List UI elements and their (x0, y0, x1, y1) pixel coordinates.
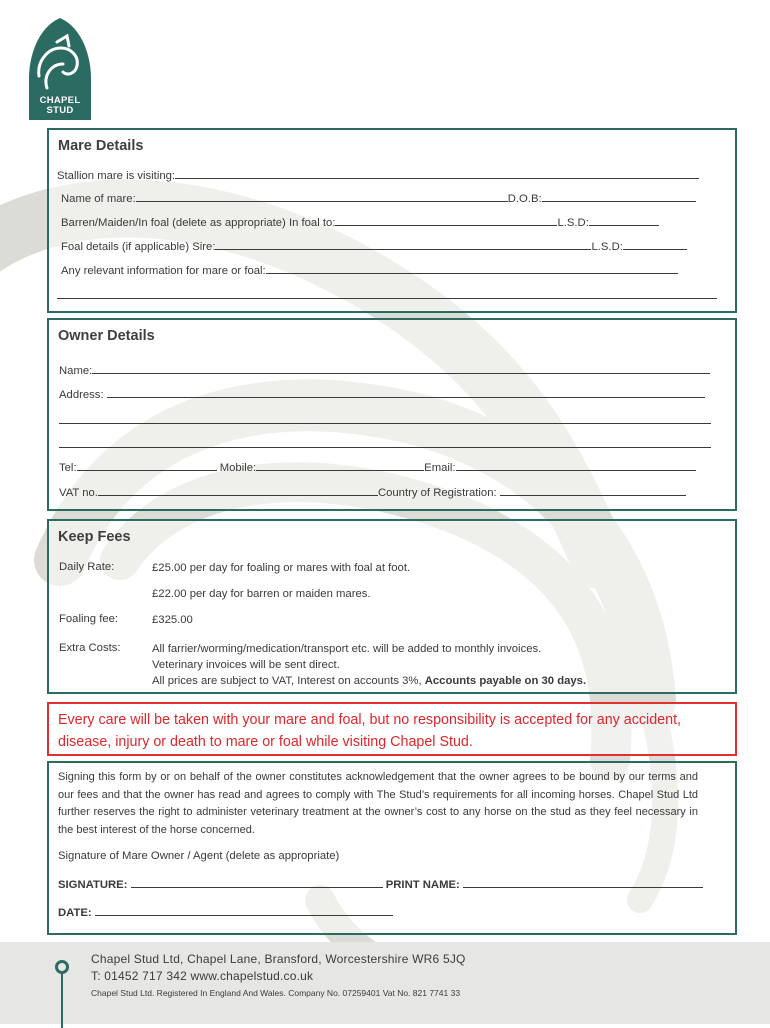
owner-name-label: Name: (59, 365, 93, 377)
info-input[interactable] (266, 263, 678, 274)
status-label: Barren/Maiden/In foal (delete as appropriate) In foal to: (61, 217, 336, 229)
footer (0, 942, 770, 1024)
owner-details-section (47, 318, 737, 511)
logo-line-2: STUD (46, 105, 74, 116)
tel-input[interactable] (77, 460, 217, 471)
mobile-label: Mobile: (219, 462, 257, 474)
daily-rate-barren: £22.00 per day for barren or maiden mares. (152, 588, 371, 600)
extra-costs-line-2: Veterinary invoices will be sent direct. (152, 659, 340, 671)
responsibility-warning (47, 702, 737, 756)
lsd-input[interactable] (589, 215, 659, 226)
keep-fees-section (47, 519, 737, 694)
foal-label: Foal details (if applicable) Sire: (61, 241, 216, 253)
terms-paragraph: Signing this form by or on behalf of the owner constitutes acknowledgement that the owner agrees to be bound by our terms and our fees and that the owner has read and agrees to comply with The Stud’s requirements for all incoming horses. Chapel Stud Ltd further reserves the right to administer veterinary treatment at the owner’s cost to any horse on the stud as they feel necessary in the best interest of the horse concerned. (58, 771, 698, 836)
owner-details-title: Owner Details (58, 328, 155, 344)
info-field[interactable] (61, 263, 678, 277)
signature-section (47, 761, 737, 935)
footer-contact: T: 01452 717 342 www.chapelstud.co.uk (91, 969, 314, 983)
footer-registration: Chapel Stud Ltd. Registered In England And Wales. Company No. 07259401 Vat No. 821 7741 33 (91, 988, 461, 998)
foaling-fee-label: Foaling fee: (59, 613, 119, 625)
owner-name-field[interactable] (59, 363, 710, 377)
vat-label: VAT no. (59, 487, 98, 499)
chapel-stud-logo (27, 18, 93, 120)
date-label: DATE: (58, 907, 92, 919)
signature-input[interactable] (131, 877, 383, 888)
extra-costs-label: Extra Costs: (59, 642, 121, 654)
dob-label: D.O.B: (507, 193, 542, 205)
mare-name-label: Name of mare: (61, 193, 136, 205)
date-field[interactable] (58, 905, 393, 919)
mare-details-title: Mare Details (58, 138, 144, 154)
signature-field[interactable] (58, 877, 703, 891)
daily-rate-foaling: £25.00 per day for foaling or mares with foal at foot. (152, 562, 411, 574)
vat-interest-text: All prices are subject to VAT, Interest on accounts 3%, (152, 675, 422, 687)
address-field[interactable] (59, 387, 705, 401)
info-input-line-2[interactable] (57, 298, 717, 299)
lsd-label-2: L.S.D: (591, 241, 623, 253)
address-input[interactable] (107, 387, 705, 398)
country-label: Country of Registration: (377, 487, 497, 499)
sire-input[interactable] (215, 239, 591, 250)
footer-address: Chapel Stud Ltd, Chapel Lane, Bransford, Worcestershire WR6 5JQ (91, 952, 466, 966)
in-foal-to-input[interactable] (335, 215, 557, 226)
print-name-label: PRINT NAME: (385, 879, 460, 891)
address-input-line-3[interactable] (59, 447, 711, 448)
lsd-input-2[interactable] (623, 239, 687, 250)
extra-costs-line-1: All farrier/worming/medication/transport etc. will be added to monthly invoices. (152, 643, 542, 655)
mobile-input[interactable] (256, 460, 424, 471)
warning-text: Every care will be taken with your mare and foal, but no responsibility is accepted for any accident, disease, injury or death to mare or foal while visiting Chapel Stud. (58, 712, 682, 750)
owner-name-input[interactable] (92, 363, 710, 374)
print-name-input[interactable] (463, 877, 703, 888)
agent-line: Signature of Mare Owner / Agent (delete as appropriate) (58, 850, 340, 862)
logo-line-1: CHAPEL (39, 95, 81, 106)
contact-field[interactable] (59, 460, 696, 474)
info-label: Any relevant information for mare or foal: (61, 265, 266, 277)
location-pin-icon (54, 958, 70, 1028)
daily-rate-label: Daily Rate: (59, 561, 115, 573)
stallion-field[interactable] (57, 168, 699, 182)
address-input-line-2[interactable] (59, 423, 711, 424)
vat-input[interactable] (98, 485, 378, 496)
mare-details-section (47, 128, 737, 313)
payment-terms: Accounts payable on 30 days. (424, 675, 587, 687)
stallion-label: Stallion mare is visiting: (57, 170, 176, 182)
tel-label: Tel: (59, 462, 77, 474)
foal-field[interactable] (61, 239, 687, 253)
mare-name-field[interactable] (61, 191, 696, 205)
keep-fees-title: Keep Fees (58, 529, 131, 545)
extra-costs-text (152, 641, 586, 689)
email-label: Email: (424, 462, 456, 474)
mare-name-input[interactable] (136, 191, 508, 202)
email-input[interactable] (456, 460, 696, 471)
foaling-fee-value: £325.00 (152, 614, 193, 626)
extra-costs-line-3 (152, 673, 586, 689)
lsd-label: L.S.D: (557, 217, 589, 229)
date-input[interactable] (95, 905, 393, 916)
dob-input[interactable] (542, 191, 696, 202)
vat-field[interactable] (59, 485, 686, 499)
signature-label: SIGNATURE: (58, 879, 128, 891)
country-input[interactable] (500, 485, 686, 496)
stallion-input[interactable] (175, 168, 699, 179)
status-field[interactable] (61, 215, 659, 229)
address-label: Address: (59, 389, 104, 401)
